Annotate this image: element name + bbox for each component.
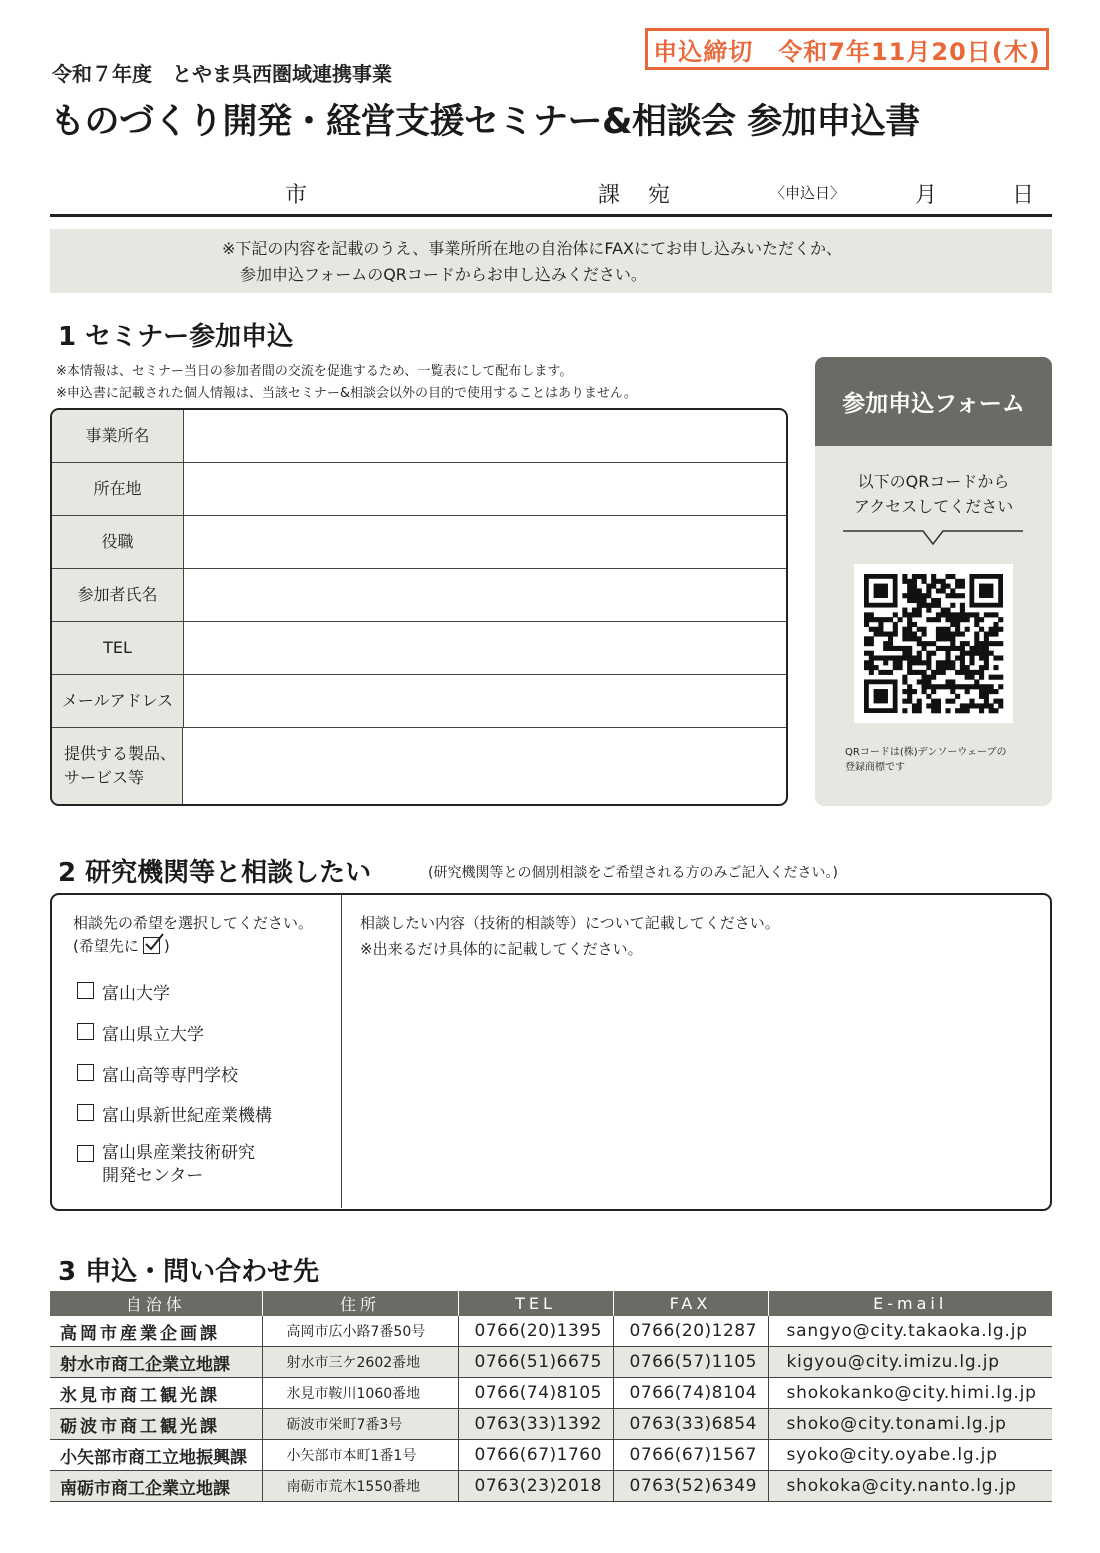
qr-code-icon (854, 564, 1013, 723)
form-card-desc-line: 以下のQRコードから (857, 472, 1010, 491)
office-address: 砺波市栄町7番3号 (262, 1409, 458, 1440)
option-label: 富山大学 (102, 984, 170, 1004)
contacts-table (50, 1291, 1052, 1502)
consultation-content-field[interactable] (352, 965, 1042, 1200)
office-email[interactable]: shokoka@city.nanto.lg.jp (768, 1471, 1052, 1502)
consultation-box (50, 893, 1052, 1211)
email-field[interactable] (184, 675, 786, 727)
office-fax: 0763(33)6854 (613, 1409, 768, 1440)
office-name: 氷見市商工観光課 (50, 1378, 262, 1409)
content-instruction: ※出来るだけ具体的に記載してください。 (360, 940, 643, 958)
divider (341, 895, 342, 1208)
tel-field[interactable] (184, 622, 786, 674)
column-header: FAX (613, 1291, 768, 1316)
checkbox[interactable] (77, 1023, 94, 1040)
form-card-desc (815, 469, 1052, 519)
form-card-desc-line: アクセスしてください (853, 497, 1014, 516)
form-row (52, 622, 786, 675)
subtitle: 令和７年度 とやま呉西圏域連携事業 (52, 62, 392, 86)
position-field[interactable] (184, 516, 786, 568)
field-label: 役職 (52, 516, 184, 568)
participant-name-field[interactable] (184, 569, 786, 621)
office-fax: 0766(57)1105 (613, 1347, 768, 1378)
table-row (50, 1347, 1052, 1378)
office-email[interactable]: shokokanko@city.himi.lg.jp (768, 1378, 1052, 1409)
table-row (50, 1378, 1052, 1409)
table-row (50, 1316, 1052, 1347)
application-form-card (815, 357, 1052, 806)
office-address: 高岡市広小路7番50号 (262, 1316, 458, 1347)
deadline-badge: 申込締切 令和7年11月20日(木) (645, 28, 1049, 70)
day-label: 日 (1012, 183, 1035, 208)
form-row (52, 516, 786, 569)
checkmark-icon (143, 937, 160, 954)
column-header: 自治体 (50, 1291, 262, 1316)
office-tel[interactable]: 0766(51)6675 (458, 1347, 613, 1378)
month-label: 月 (915, 183, 938, 208)
qr-trademark-note (845, 745, 1045, 775)
checkbox[interactable] (77, 1145, 94, 1162)
office-address: 氷見市鞍川1060番地 (262, 1378, 458, 1409)
checkbox[interactable] (77, 1104, 94, 1121)
office-tel[interactable]: 0766(74)8105 (458, 1378, 613, 1409)
section3-title: 3 申込・問い合わせ先 (58, 1257, 320, 1287)
option-toyama-kosen[interactable] (77, 1061, 238, 1086)
office-email[interactable]: sangyo@city.takaoka.lg.jp (768, 1316, 1052, 1347)
office-tel[interactable]: 0766(20)1395 (458, 1316, 613, 1347)
option-industrial-tech-center[interactable] (77, 1142, 255, 1188)
office-email[interactable]: shoko@city.tonami.lg.jp (768, 1409, 1052, 1440)
option-new-century-org[interactable] (77, 1101, 272, 1126)
qr-note-line: 登録商標です (845, 762, 905, 773)
notice-box (50, 229, 1052, 293)
form-row (52, 463, 786, 516)
office-fax: 0766(67)1567 (613, 1440, 768, 1471)
content-instruction: 相談したい内容（技術的相談等）について記載してください。 (360, 914, 780, 932)
office-name: 南砺市商工企業立地課 (50, 1471, 262, 1502)
field-label: 提供する製品、 サービス等 (52, 728, 183, 804)
address-field[interactable] (184, 463, 786, 515)
notice-line: ※下記の内容を記載のうえ、事業所所在地の自治体にFAXにてお申し込みいただくか、 (222, 239, 843, 258)
notice-line: 参加申込フォームのQRコードからお申し込みください。 (240, 265, 647, 284)
pointer-arrow-icon (843, 527, 1023, 549)
section1-note: ※申込書に記載された個人情報は、当該セミナー&相談会以外の目的で使用することはありません。 (56, 386, 637, 401)
choice-instruction-2 (73, 935, 170, 956)
option-label: 富山高等専門学校 (102, 1066, 238, 1086)
field-label: TEL (52, 622, 184, 674)
field-label: メールアドレス (52, 675, 184, 727)
table-row (50, 1471, 1052, 1502)
office-email[interactable]: syoko@city.oyabe.lg.jp (768, 1440, 1052, 1471)
option-label: 富山県立大学 (102, 1025, 204, 1045)
form-row (52, 675, 786, 728)
instruction-text: (希望先に (73, 937, 139, 955)
section1-note: ※本情報は、セミナー当日の参加者間の交流を促進するため、一覧表にして配布します。 (56, 364, 573, 379)
form-row (52, 410, 786, 463)
column-header: TEL (458, 1291, 613, 1316)
products-services-field[interactable] (183, 728, 786, 804)
office-address: 南砺市荒木1550番地 (262, 1471, 458, 1502)
section1-title: 1 セミナー参加申込 (58, 322, 294, 352)
field-label: 参加者氏名 (52, 569, 184, 621)
office-email[interactable]: kigyou@city.imizu.lg.jp (768, 1347, 1052, 1378)
table-header-row (50, 1291, 1052, 1316)
office-fax: 0763(52)6349 (613, 1471, 768, 1502)
office-fax: 0766(20)1287 (613, 1316, 768, 1347)
participant-form-table (50, 408, 788, 806)
office-name: 射水市商工企業立地課 (50, 1347, 262, 1378)
office-tel[interactable]: 0763(33)1392 (458, 1409, 613, 1440)
field-label: 事業所名 (52, 410, 184, 462)
date-label: 〈申込日〉 (770, 184, 846, 202)
option-label-line: 富山県産業技術研究 (102, 1143, 255, 1163)
city-label: 市 (285, 183, 308, 208)
option-label-line: 開発センター (102, 1166, 204, 1186)
checkbox[interactable] (77, 1064, 94, 1081)
office-address: 射水市三ケ2602番地 (262, 1347, 458, 1378)
form-row (52, 569, 786, 622)
office-name: 砺波市商工観光課 (50, 1409, 262, 1440)
table-row (50, 1409, 1052, 1440)
section2-note: (研究機関等との個別相談をご希望される方のみご記入ください。) (428, 865, 838, 881)
qr-code[interactable] (854, 564, 1013, 723)
office-tel[interactable]: 0763(23)2018 (458, 1471, 613, 1502)
office-address: 小矢部市本町1番1号 (262, 1440, 458, 1471)
column-header: 住所 (262, 1291, 458, 1316)
office-name: 高岡市産業企画課 (50, 1316, 262, 1347)
address-line (50, 172, 1052, 217)
instruction-text: ) (163, 936, 170, 955)
form-card-title: 参加申込フォーム (815, 357, 1052, 446)
option-label: 富山県新世紀産業機構 (102, 1106, 272, 1126)
table-row (50, 1440, 1052, 1471)
field-label: 所在地 (52, 463, 184, 515)
option-label (102, 1142, 255, 1188)
section2-title: 2 研究機関等と相談したい (58, 858, 372, 888)
option-toyama-pref-univ[interactable] (77, 1020, 204, 1045)
office-fax: 0766(74)8104 (613, 1378, 768, 1409)
to-label: 宛 (648, 183, 671, 208)
section-label: 課 (598, 183, 621, 208)
company-name-field[interactable] (184, 410, 786, 462)
office-name: 小矢部市商工立地振興課 (50, 1440, 262, 1471)
form-row (52, 728, 786, 804)
qr-note-line: QRコードは(株)デンソーウェーブの (845, 747, 1007, 758)
choice-instruction: 相談先の希望を選択してください。 (73, 914, 314, 932)
office-tel[interactable]: 0766(67)1760 (458, 1440, 613, 1471)
checkbox[interactable] (77, 982, 94, 999)
option-toyama-univ[interactable] (77, 979, 170, 1004)
column-header: E-mail (768, 1291, 1052, 1316)
page-title: ものづくり開発・経営支援セミナー&相談会 参加申込書 (50, 102, 920, 142)
